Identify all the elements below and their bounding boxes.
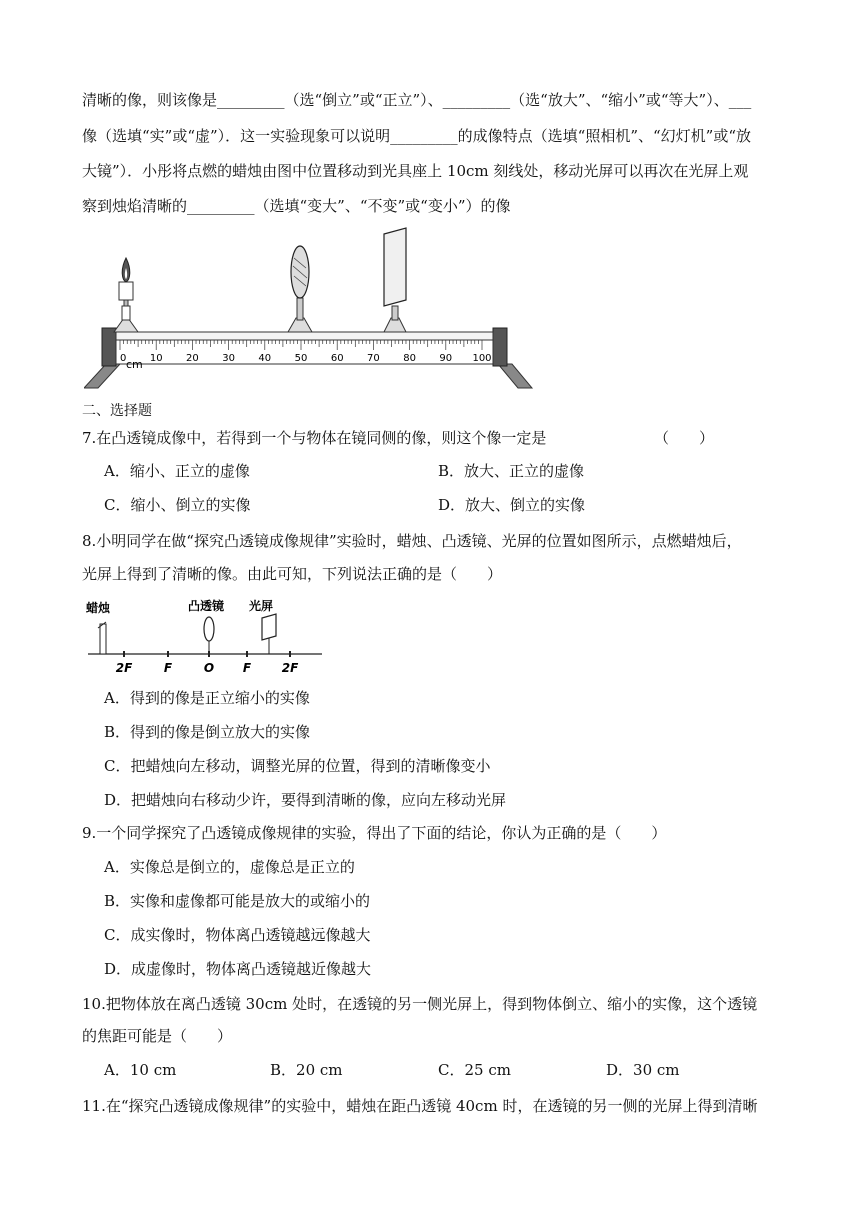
- q9-stem: 9.一个同学探究了凸透镜成像规律的实验，得出了下面的结论，你认为正确的是（ ）: [82, 824, 667, 842]
- q9-option-c: C．成实像时，物体离凸透镜越远像越大: [104, 926, 371, 944]
- bench-scale-label: 70: [367, 353, 380, 364]
- lens-holder: [288, 246, 312, 332]
- intro-line-1: 清晰的像，则该像是_________（选“倒立”或“正立”）、_________（选“放大”、“缩小”或“等大”）、___: [82, 91, 752, 109]
- optical-bench-figure: [84, 222, 534, 390]
- q7-stem: 7.在凸透镜成像中，若得到一个与物体在镜同侧的像，则这个像一定是: [82, 429, 547, 447]
- q8-axis-label: F: [242, 661, 252, 675]
- bench-left-leg: [84, 364, 120, 388]
- q8-axis-label: O: [203, 661, 215, 675]
- q10-stem-line-2: 的焦距可能是（ ）: [82, 1027, 233, 1045]
- bench-scale-label: 100: [472, 353, 492, 364]
- bench-scale-label: 80: [403, 353, 416, 364]
- screen-holder: [384, 228, 406, 332]
- q10-option-b: B．20 cm: [270, 1061, 343, 1079]
- q7-option-d: D．放大、倒立的实像: [438, 496, 586, 514]
- bench-unit-label: cm: [126, 358, 143, 371]
- bench-scale-label: 10: [149, 353, 163, 364]
- intro-line-3: 大镜”）．小彤将点燃的蜡烛由图中位置移动到光具座上 10cm 刻线处，移动光屏可以再次在光屏上观: [82, 162, 749, 180]
- q8-lens: [204, 617, 214, 641]
- q11-stem: 11.在“探究凸透镜成像规律”的实验中，蜡烛在距凸透镜 40cm 时，在透镜的另一侧的光屏上得到清晰: [82, 1097, 758, 1115]
- q8-candle: [100, 624, 106, 654]
- bench-scale-label: 40: [258, 353, 272, 364]
- q8-option-d: D．把蜡烛向右移动少许，要得到清晰的像，应向左移动光屏: [104, 791, 507, 809]
- q8-stem-line-2: 光屏上得到了清晰的像。由此可知，下列说法正确的是（ ）: [82, 565, 503, 583]
- bench-scale-label: 30: [222, 353, 235, 364]
- q9-option-b: B．实像和虚像都可能是放大的或缩小的: [104, 892, 371, 910]
- q8-lens-label: 凸透镜: [188, 599, 225, 613]
- bench-right-leg: [498, 364, 532, 388]
- q7-option-a: A．缩小、正立的虚像: [104, 462, 250, 480]
- q8-axis-label: 2F: [115, 661, 133, 675]
- q8-figure: [84, 594, 324, 676]
- intro-line-2: 像（选填“实”或“虚”）．这一实验现象可以说明_________的成像特点（选填“照相机”、“幻灯机”或“放: [82, 127, 752, 145]
- q8-stem-line-1: 8.小明同学在做“探究凸透镜成像规律”实验时，蜡烛、凸透镜、光屏的位置如图所示，点燃蜡烛后，: [82, 532, 742, 550]
- q7-answer-paren: （ ）: [654, 429, 715, 447]
- q7-option-b: B．放大、正立的虚像: [438, 462, 585, 480]
- q8-screen: [262, 614, 276, 640]
- q8-option-c: C．把蜡烛向左移动，调整光屏的位置，得到的清晰像变小: [104, 757, 491, 775]
- candle-holder: [114, 258, 138, 332]
- q10-stem-line-1: 10.把物体放在离凸透镜 30cm 处时，在透镜的另一侧光屏上，得到物体倒立、缩小的实像，这个透镜: [82, 995, 758, 1013]
- q7-option-c: C．缩小、倒立的实像: [104, 496, 251, 514]
- bench-scale-label: 90: [439, 353, 453, 364]
- bench-rail-top: [116, 332, 493, 340]
- q8-option-b: B．得到的像是倒立放大的实像: [104, 723, 311, 741]
- q8-axis-label: 2F: [281, 661, 299, 675]
- bench-right-end: [493, 328, 507, 366]
- intro-line-4: 察到烛焰清晰的_________（选填“变大”、“不变”或“变小”）的像: [82, 197, 511, 215]
- candle: [119, 282, 133, 300]
- section-title: 二、选择题: [82, 403, 152, 419]
- q9-option-d: D．成虚像时，物体离凸透镜越近像越大: [104, 960, 372, 978]
- q10-option-c: C．25 cm: [438, 1061, 511, 1079]
- q8-axis-label: F: [163, 661, 173, 675]
- q8-candle-label: 蜡烛: [86, 601, 111, 615]
- bench-left-end: [102, 328, 116, 366]
- bench-scale-label: 60: [330, 353, 344, 364]
- q8-option-a: A．得到的像是正立缩小的实像: [104, 689, 310, 707]
- q9-option-a: A．实像总是倒立的，虚像总是正立的: [104, 858, 355, 876]
- light-screen: [384, 228, 406, 306]
- bench-scale-label: 50: [294, 353, 308, 364]
- bench-scale-label: 20: [186, 353, 199, 364]
- q8-screen-label: 光屏: [249, 599, 274, 613]
- bench-scale-label: 0: [120, 353, 127, 364]
- q10-option-a: A．10 cm: [104, 1061, 177, 1079]
- q10-option-d: D．30 cm: [606, 1061, 680, 1079]
